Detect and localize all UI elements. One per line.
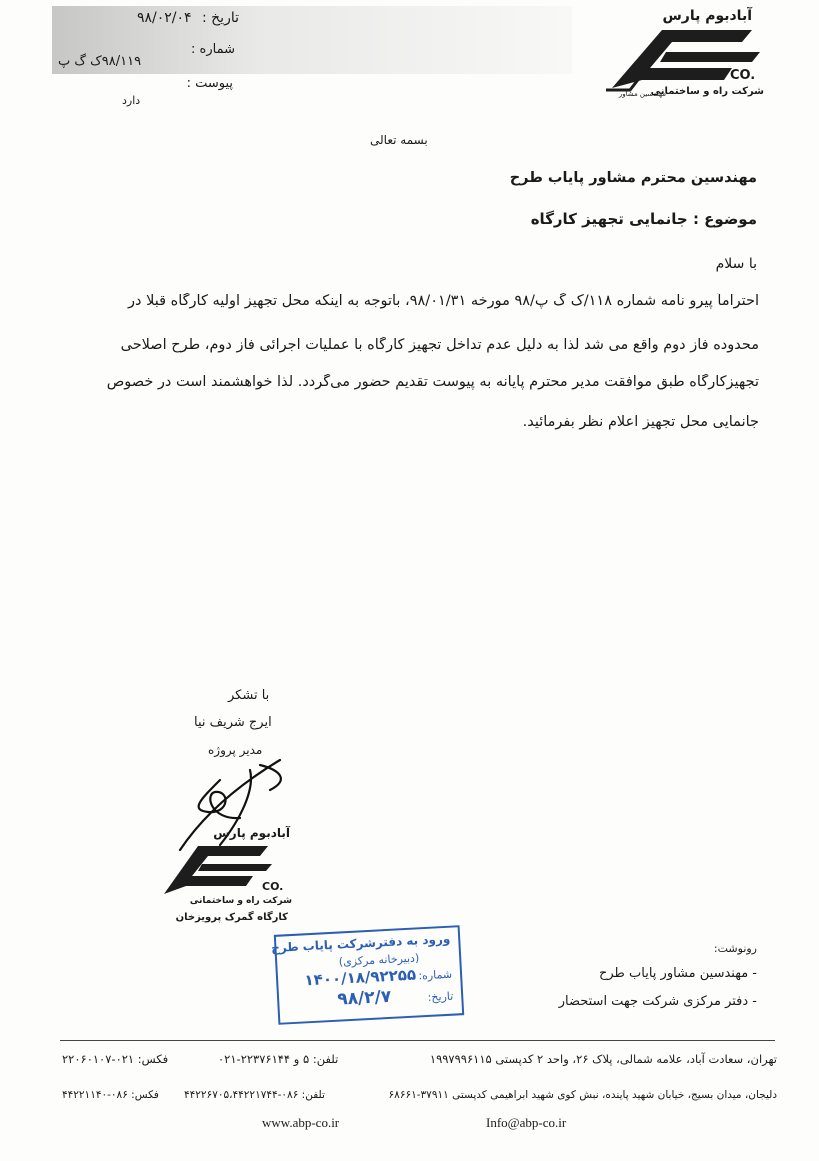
number-label: شماره : <box>191 42 235 57</box>
footer-tehran-address: تهران، سعادت آباد، علامه شمالی، پلاک ۲۶، واحد ۲ کدپستی ۱۹۹۷۹۹۶۱۱۵ <box>429 1052 777 1066</box>
footer-site-phone: تلفن: ۰۸۶-۴۴۲۲۶۷۰۵،۴۴۲۲۱۷۴۴ <box>184 1089 325 1101</box>
subject: موضوع : جانمایی تجهیز کارگاه <box>530 210 757 228</box>
site-logo-subtitle: شرکت راه و ساختمانی <box>189 896 292 906</box>
body-line-4: جانمایی محل تجهیز اعلام نظر بفرمائید. <box>522 414 759 430</box>
signature-role: مدیر پروژه <box>208 743 263 757</box>
date-row <box>137 10 239 26</box>
incoming-stamp <box>270 925 464 1025</box>
cc-item-1: - مهندسین مشاور پایاب طرح <box>598 966 757 981</box>
date-label: تاریخ : <box>201 10 239 26</box>
recipient: مهندسین محترم مشاور پایاب طرح <box>509 170 757 186</box>
stamp-date-value: ۹۸/۲/۷ <box>336 986 392 1010</box>
date-value: ۹۸/۰۲/۰۴ <box>136 10 192 26</box>
cc-label: رونوشت: <box>713 942 757 955</box>
stamp-number-value: ۱۴۰۰/۱۸/۹۲۲۵۵ <box>304 965 417 990</box>
site-name: کارگاه گمرک پرویزخان <box>175 912 288 923</box>
site-logo-name: آبادبوم پارس <box>213 826 290 840</box>
signature-thanks: با تشکر <box>228 688 270 703</box>
logo-co: CO. <box>730 68 756 83</box>
site-logo-mark-icon <box>158 838 278 898</box>
stamp-date-label: تاریخ: <box>427 989 454 1004</box>
stamp-number-label: شماره: <box>418 967 453 983</box>
attachment-label: پیوست : <box>186 76 233 91</box>
company-logo <box>590 2 790 102</box>
cc-item-2: - دفتر مرکزی شرکت جهت استحضار <box>558 994 757 1009</box>
logo-engineers: مهندسین مشاور <box>618 90 666 98</box>
site-logo-co: CO. <box>262 880 284 893</box>
stamp-subtitle: (دبیرخانه مرکزی) <box>338 951 420 969</box>
footer-email-link[interactable]: Info@abp-co.ir <box>486 1115 567 1130</box>
footer-site-fax: فکس: ۰۸۶-۴۴۲۲۱۱۴۰ <box>62 1089 159 1101</box>
footer-tehran-phone: تلفن: ۵ و ۲۲۳۷۶۱۴۴-۰۲۱ <box>218 1052 339 1066</box>
footer-website-link[interactable]: www.abp-co.ir <box>262 1115 340 1130</box>
body-line-1: احتراماً پیرو نامه شماره ۱۱۸/ک گ پ/۹۸ مورخه ۹۸/۰۱/۳۱، باتوجه به اینکه محل تجهیز اولیه کارگاه قبلا در <box>128 293 759 309</box>
number-value: ۹۸/۱۱۹ک گ پ <box>58 54 142 69</box>
attachment-value: دارد <box>122 94 141 107</box>
footer-divider <box>60 1040 775 1041</box>
logo-name: آبادبوم پارس <box>662 8 752 24</box>
logo-subtitle: شرکت راه و ساختمانی <box>650 86 764 97</box>
stamp-title: ورود به دفترشرکت پایاب طرح <box>270 931 451 956</box>
signature-name: ایرج شریف نیا <box>194 715 272 730</box>
site-logo <box>150 820 300 930</box>
footer-site-address: دلیجان، میدان بسیج، خیابان شهید پاینده، نبش کوی شهید ابراهیمی کدپستی ۳۷۹۱۱-۶۸۶۶۱ <box>388 1089 777 1101</box>
bismillah: بسمه تعالی <box>370 133 428 147</box>
body-line-2: محدوده فاز دوم واقع می شد لذا به دلیل عدم تداخل تجهیز کارگاه با عملیات اجرائی فاز دوم، طرح اصلاحی <box>120 337 759 353</box>
footer-tehran-fax: فکس: ۰۲۱-۲۲۰۶۰۱۰۷ <box>62 1052 169 1066</box>
greeting: با سلام <box>715 256 757 272</box>
number-row <box>191 42 235 57</box>
body-line-3: تجهیزکارگاه طبق موافقت مدیر محترم پایانه به پیوست تقدیم حضور می‌گردد. لذا خواهشمند است در خصوص <box>106 374 759 390</box>
